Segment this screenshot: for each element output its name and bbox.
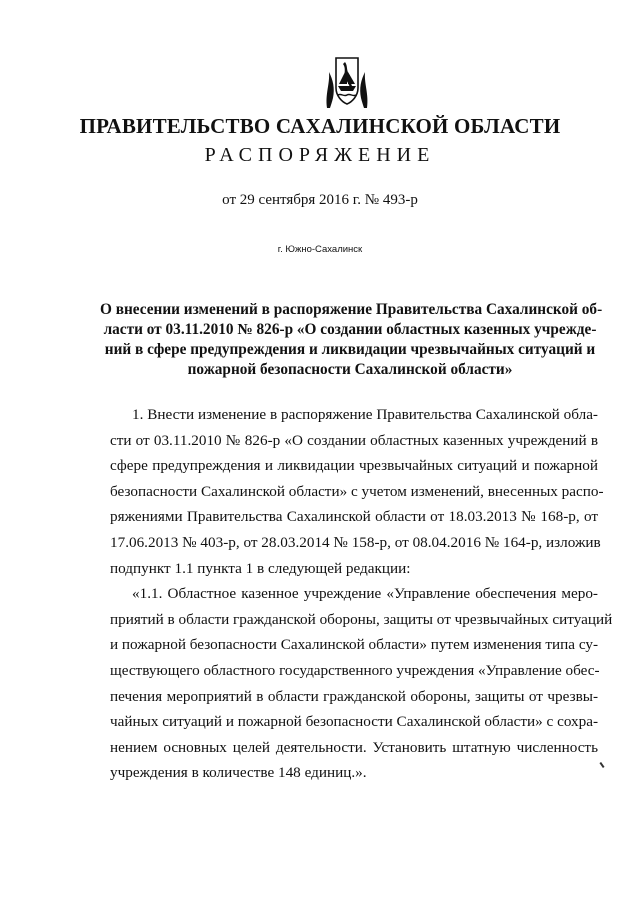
body-line: нением основных целей деятельности. Установить штатную численность	[110, 738, 598, 756]
subject-line: О внесении изменений в распоряжение Правительства Сахалинской об-	[100, 301, 603, 318]
document-type: РАСПОРЯЖЕНИЕ	[204, 144, 436, 166]
body-line: безопасности Сахалинской области» с учетом изменений, внесенных распо-	[110, 482, 604, 500]
document-body	[110, 402, 613, 786]
document-place: г. Южно-Сахалинск	[277, 244, 363, 255]
document-date-number: от 29 сентября 2016 г. № 493-р	[222, 192, 418, 208]
body-line: и пожарной безопасности Сахалинской области» путем изменения типа су-	[110, 636, 599, 654]
subject-line: ний в сфере предупреждения и ликвидации чрезвычайных ситуаций и	[104, 341, 596, 358]
body-line: сти от 03.11.2010 № 826-р «О создании областных казенных учреждений в	[110, 431, 598, 449]
body-line: «1.1. Областное казенное учреждение «Управление обеспечения меро-	[132, 585, 598, 603]
body-line: 17.06.2013 № 403-р, от 28.03.2014 № 158-р, от 08.04.2016 № 164-р, изложив	[110, 533, 601, 551]
subject-line: ласти от 03.11.2010 № 826-р «О создании областных казенных учрежде-	[103, 321, 597, 338]
scan-speck	[599, 762, 604, 768]
body-line: ществующего областного государственного учреждения «Управление обес-	[110, 661, 600, 679]
coat-of-arms-icon	[324, 54, 370, 110]
body-line: печения мероприятий в области гражданской обороны, защиты от чрезвы-	[110, 687, 598, 705]
body-line: ряжениями Правительства Сахалинской области от 18.03.2013 № 168-р, от	[110, 508, 598, 526]
body-line: сфере предупреждения и ликвидации чрезвычайных ситуаций и пожарной	[110, 457, 598, 475]
subject-line: пожарной безопасности Сахалинской области»	[187, 361, 513, 378]
body-line: подпункт 1.1 пункта 1 в следующей редакции:	[110, 559, 411, 577]
document-subject	[100, 300, 603, 380]
body-line: приятий в области гражданской обороны, защиты от чрезвычайных ситуаций	[110, 610, 613, 628]
body-line: учреждения в количестве 148 единиц.».	[110, 764, 367, 782]
body-line: 1. Внести изменение в распоряжение Правительства Сахалинской обла-	[132, 406, 598, 423]
government-title: ПРАВИТЕЛЬСТВО САХАЛИНСКОЙ ОБЛАСТИ	[79, 114, 561, 138]
body-line: чайных ситуаций и пожарной безопасности Сахалинской области» с сохра-	[110, 713, 599, 731]
